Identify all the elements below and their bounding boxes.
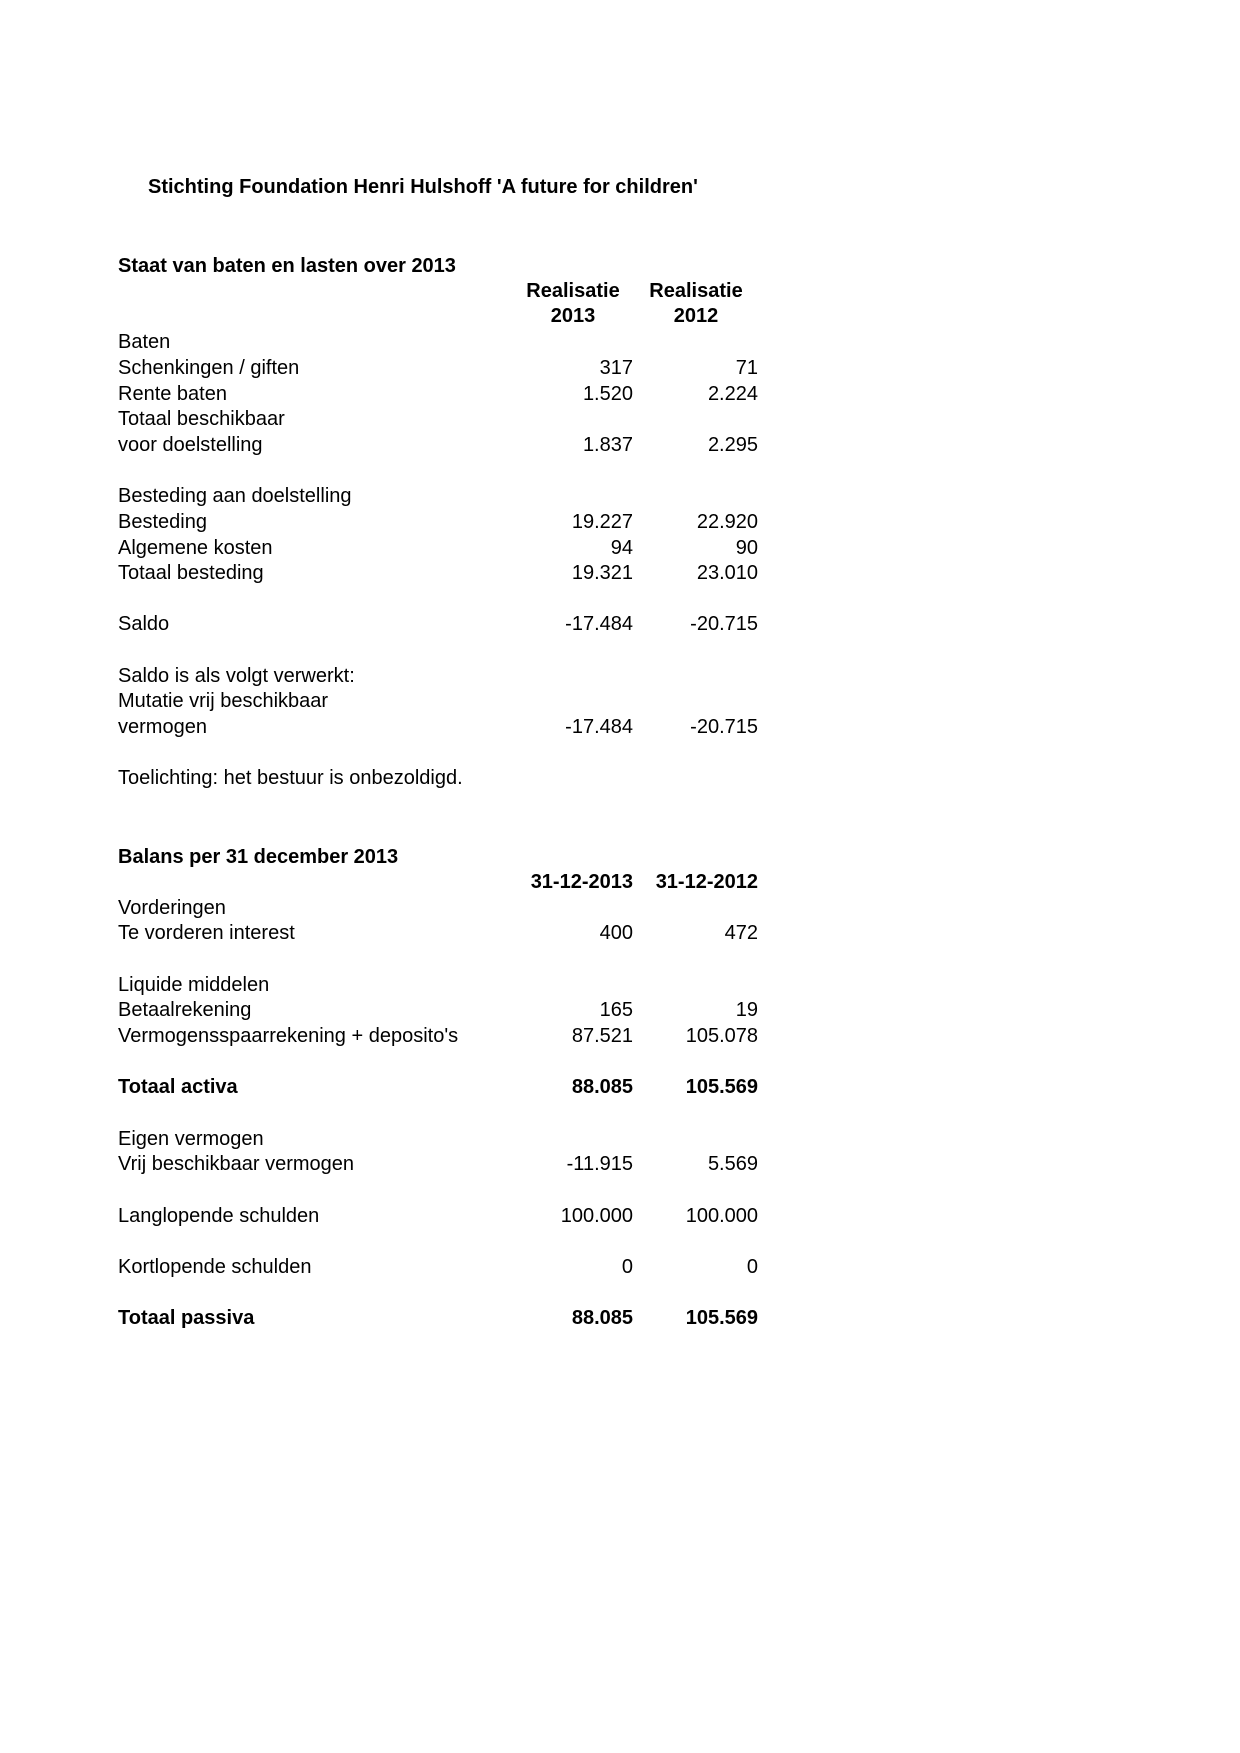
income-statement-heading: Staat van baten en lasten over 2013 (118, 255, 456, 277)
table-row (118, 997, 758, 1023)
row-label: Vrij beschikbaar vermogen (118, 1153, 355, 1175)
table-row (118, 1023, 758, 1049)
value-2013: 88.085 (571, 1307, 633, 1329)
row-label: Eigen vermogen (118, 1128, 264, 1150)
value-2012: 105.569 (685, 1076, 758, 1098)
value-2012: 100.000 (685, 1205, 758, 1227)
column-header-line1: Realisatie (526, 280, 620, 302)
value-2013: -17.484 (565, 613, 633, 635)
table-row (118, 972, 758, 998)
value-2012: 90 (735, 537, 758, 559)
value-2012: 2.295 (707, 434, 758, 456)
row-label: Totaal besteding (118, 562, 264, 584)
column-header-line2: 2013 (550, 305, 596, 327)
column-header-line1: Realisatie (649, 280, 743, 302)
row-label: Kortlopende schulden (118, 1256, 312, 1278)
table-row (118, 1254, 758, 1280)
value-2012: 22.920 (696, 511, 758, 533)
row-label: Vermogensspaarrekening + deposito's (118, 1025, 459, 1047)
value-2012: 19 (735, 999, 758, 1021)
row-label: Langlopende schulden (118, 1205, 320, 1227)
table-row (118, 1203, 758, 1229)
value-2013: 94 (610, 537, 633, 559)
table-row (118, 535, 758, 561)
table-row (118, 611, 758, 637)
row-label: Totaal passiva (118, 1307, 255, 1329)
table-row-total-activa (118, 1074, 758, 1100)
value-2013: 317 (599, 357, 633, 379)
table-row-total-passiva (118, 1305, 758, 1331)
row-label: voor doelstelling (118, 434, 263, 456)
table-row (118, 432, 758, 458)
column-header-2012 (646, 279, 746, 329)
value-2013: 0 (621, 1256, 633, 1278)
table-row (118, 329, 758, 355)
table-row (118, 560, 758, 586)
row-label: Liquide middelen (118, 974, 270, 996)
table-row (118, 1126, 758, 1152)
value-2012: 0 (746, 1256, 758, 1278)
value-2012: 105.078 (685, 1025, 758, 1047)
table-row (118, 1151, 758, 1177)
income-statement-note (118, 765, 758, 791)
row-label: Baten (118, 331, 171, 353)
row-label: Totaal activa (118, 1076, 238, 1098)
table-row (118, 920, 758, 946)
value-2013: -17.484 (565, 716, 633, 738)
value-2012: 23.010 (696, 562, 758, 584)
table-row (118, 663, 758, 689)
column-header-2012: 31-12-2012 (655, 871, 758, 893)
row-label: Besteding aan doelstelling (118, 485, 352, 507)
table-row (118, 406, 758, 432)
row-label: Te vorderen interest (118, 922, 295, 944)
row-label: Saldo is als volgt verwerkt: (118, 665, 355, 687)
value-2013: 87.521 (571, 1025, 633, 1047)
table-row (118, 483, 758, 509)
row-label: Schenkingen / giften (118, 357, 300, 379)
table-row (118, 509, 758, 535)
table-row (118, 355, 758, 381)
row-label: Besteding (118, 511, 207, 533)
row-label: Vorderingen (118, 897, 226, 919)
row-label: Totaal beschikbaar (118, 408, 285, 430)
row-label: Algemene kosten (118, 537, 273, 559)
column-header-2013: 31-12-2013 (530, 871, 633, 893)
value-2013: 1.837 (582, 434, 633, 456)
value-2012: -20.715 (690, 716, 758, 738)
value-2013: 400 (599, 922, 633, 944)
value-2013: 19.227 (571, 511, 633, 533)
document-title: Stichting Foundation Henri Hulshoff 'A future for children' (148, 176, 698, 198)
value-2013: 165 (599, 999, 633, 1021)
value-2012: 105.569 (685, 1307, 758, 1329)
table-row (118, 688, 758, 714)
row-label: Saldo (118, 613, 170, 635)
row-label: Rente baten (118, 383, 227, 405)
note-text: Toelichting: het bestuur is onbezoldigd. (118, 767, 463, 789)
balance-sheet-heading: Balans per 31 december 2013 (118, 846, 399, 868)
value-2013: 1.520 (582, 383, 633, 405)
table-row (118, 381, 758, 407)
value-2013: 88.085 (571, 1076, 633, 1098)
row-label: Betaalrekening (118, 999, 252, 1021)
value-2012: 5.569 (707, 1153, 758, 1175)
row-label: vermogen (118, 716, 207, 738)
balance-column-headers (118, 869, 758, 895)
column-header-line2: 2012 (673, 305, 719, 327)
column-header-2013 (523, 279, 623, 329)
value-2012: 71 (735, 357, 758, 379)
value-2012: 472 (724, 922, 758, 944)
value-2013: 19.321 (571, 562, 633, 584)
row-label: Mutatie vrij beschikbaar (118, 690, 329, 712)
value-2012: -20.715 (690, 613, 758, 635)
value-2013: 100.000 (560, 1205, 633, 1227)
table-row (118, 895, 758, 921)
value-2013: -11.915 (566, 1153, 633, 1175)
value-2012: 2.224 (707, 383, 758, 405)
table-row (118, 714, 758, 740)
